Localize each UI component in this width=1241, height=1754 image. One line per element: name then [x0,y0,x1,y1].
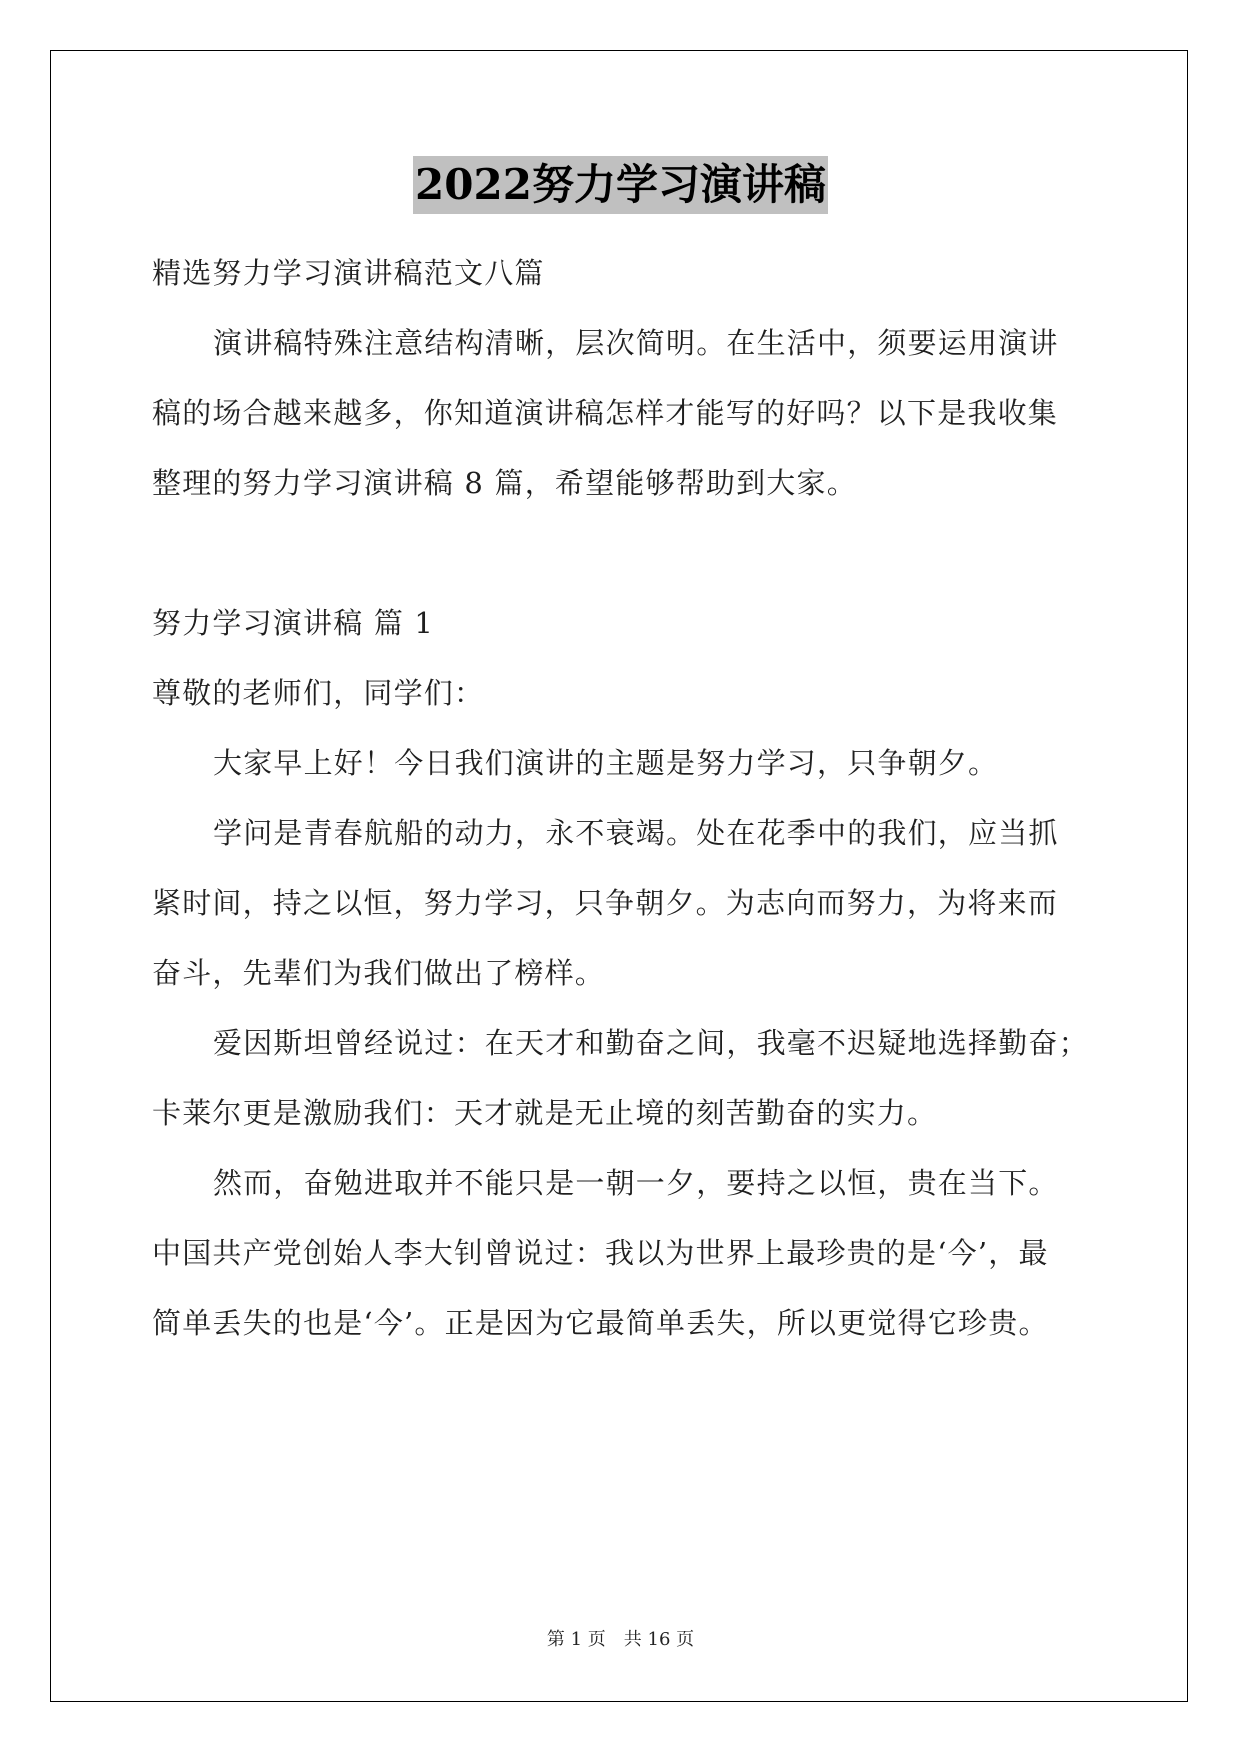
paragraph-line: 爱因斯坦曾经说过：在天才和勤奋之间，我毫不迟疑地选择勤奋； [213,1026,1089,1060]
paragraph-line: 中国共产党创始人李大钊曾说过：我以为世界上最珍贵的是‘今’，最 [152,1236,1049,1270]
title-container [0,156,1241,214]
document-title: 2022努力学习演讲稿 [413,156,828,214]
page-number: 第 1 页 [546,1629,606,1650]
paragraph-line: 然而，奋勉进取并不能只是一朝一夕，要持之以恒，贵在当下。 [213,1166,1059,1200]
paragraph-line: 学问是青春航船的动力，永不衰竭。处在花季中的我们，应当抓 [213,816,1059,850]
section-heading: 努力学习演讲稿 篇 1 [152,606,435,640]
intro-line: 稿的场合越来越多，你知道演讲稿怎样才能写的好吗？以下是我收集 [152,396,1059,430]
intro-line: 整理的努力学习演讲稿 8 篇，希望能够帮助到大家。 [152,466,857,500]
paragraph-line: 奋斗，先辈们为我们做出了榜样。 [152,956,606,990]
paragraph-line: 紧时间，持之以恒，努力学习，只争朝夕。为志向而努力，为将来而 [152,886,1059,920]
paragraph-gap [152,518,1096,588]
document-body [152,238,1096,1358]
intro-line: 演讲稿特殊注意结构清晰，层次简明。在生活中，须要运用演讲 [213,326,1059,360]
subtitle: 精选努力学习演讲稿范文八篇 [152,256,545,290]
page-footer [0,1627,1241,1653]
paragraph-line: 简单丢失的也是‘今’。正是因为它最简单丢失，所以更觉得它珍贵。 [152,1306,1049,1340]
paragraph-line: 大家早上好！今日我们演讲的主题是努力学习，只争朝夕。 [213,746,999,780]
salutation: 尊敬的老师们，同学们： [152,676,485,710]
page-total: 共 16 页 [623,1629,695,1650]
paragraph-line: 卡莱尔更是激励我们：天才就是无止境的刻苦勤奋的实力。 [152,1096,938,1130]
